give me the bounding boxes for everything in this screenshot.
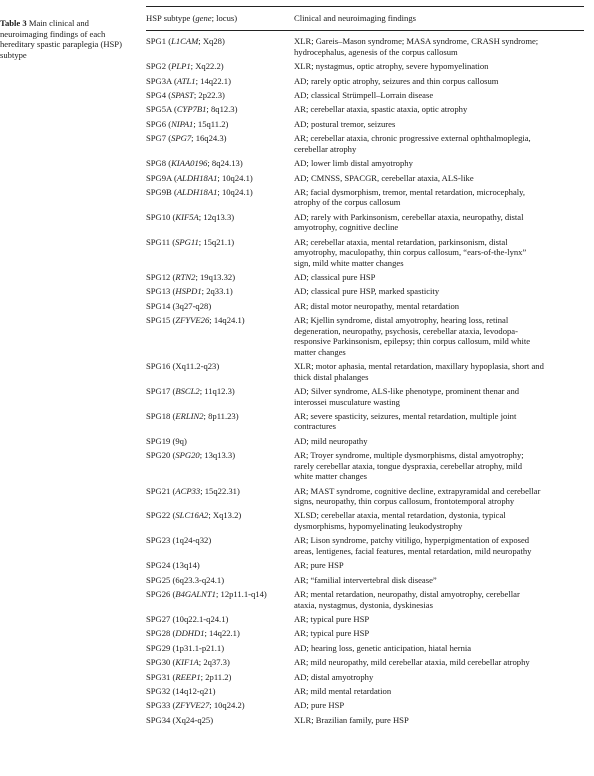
cell-findings bbox=[294, 614, 584, 625]
table-row bbox=[146, 450, 584, 482]
cell-findings bbox=[294, 187, 584, 208]
table-row bbox=[146, 119, 584, 130]
cell-findings bbox=[294, 628, 584, 639]
cell-findings bbox=[294, 61, 584, 72]
findings-line: cerebellar atrophy bbox=[294, 143, 357, 154]
cell-subtype: SPG22 (SLC16A2; Xq13.2) bbox=[146, 510, 242, 521]
cell-findings bbox=[294, 411, 584, 432]
cell-findings bbox=[294, 237, 584, 269]
cell-subtype: SPG23 (1q24-q32) bbox=[146, 535, 212, 546]
cell-subtype: SPG26 (B4GALNT1; 12p11.1-q14) bbox=[146, 589, 267, 600]
table-row bbox=[146, 643, 584, 654]
findings-line: white matter changes bbox=[294, 471, 368, 482]
cell-findings bbox=[294, 36, 584, 57]
cell-subtype: SPG32 (14q12-q21) bbox=[146, 685, 216, 696]
cell-subtype: SPG6 (NIPA1; 15q11.2) bbox=[146, 118, 229, 129]
findings-line: matter changes bbox=[294, 346, 346, 357]
table-row bbox=[146, 686, 584, 697]
cell-subtype: SPG15 (ZFYVE26; 14q24.1) bbox=[146, 315, 245, 326]
findings-line: thick distal phalanges bbox=[294, 371, 369, 382]
cell-findings bbox=[294, 76, 584, 87]
findings-line: AD; pure HSP bbox=[294, 700, 345, 711]
cell-findings bbox=[294, 657, 584, 668]
findings-line: AR; MAST syndrome, cognitive decline, extrapyramidal and cerebellar bbox=[294, 485, 541, 496]
table-row bbox=[146, 672, 584, 683]
cell-subtype: SPG17 (BSCL2; 11q12.3) bbox=[146, 386, 235, 397]
cell-findings bbox=[294, 104, 584, 115]
findings-line: AR; cerebellar ataxia, mental retardation, parkinsonism, distal bbox=[294, 236, 508, 247]
cell-subtype: SPG18 (ERLIN2; 8p11.23) bbox=[146, 410, 239, 421]
findings-line: AR; Lison syndrome, patchy vitiligo, hyperpigmentation of exposed bbox=[294, 535, 530, 546]
table-row bbox=[146, 411, 584, 432]
table-body bbox=[146, 31, 584, 726]
table-row bbox=[146, 104, 584, 115]
findings-line: AD; classical pure HSP bbox=[294, 272, 376, 283]
findings-line: AD; classical Strümpell–Lorrain disease bbox=[294, 90, 434, 101]
findings-line: AD; mild neuropathy bbox=[294, 435, 368, 446]
findings-line: sign, mild white matter changes bbox=[294, 257, 404, 268]
table-row bbox=[146, 90, 584, 101]
findings-line: AR; typical pure HSP bbox=[294, 613, 370, 624]
cell-subtype: SPG29 (1p31.1-p21.1) bbox=[146, 642, 225, 653]
findings-line: contractures bbox=[294, 421, 336, 432]
findings-line: AD; rarely optic atrophy, seizures and thin corpus callosum bbox=[294, 75, 499, 86]
cell-subtype: SPG13 (HSPD1; 2q33.1) bbox=[146, 286, 233, 297]
findings-line: AR; mild neuropathy, mild cerebellar ataxia, mild cerebellar atrophy bbox=[294, 657, 530, 668]
table-row bbox=[146, 486, 584, 507]
header-findings: Clinical and neuroimaging findings bbox=[294, 13, 416, 23]
cell-findings bbox=[294, 119, 584, 130]
cell-subtype: SPG9A (ALDH18A1; 10q24.1) bbox=[146, 172, 253, 183]
cell-findings bbox=[294, 672, 584, 683]
cell-findings bbox=[294, 560, 584, 571]
cell-subtype: SPG27 (10q22.1-q24.1) bbox=[146, 613, 229, 624]
cell-findings bbox=[294, 575, 584, 586]
cell-findings bbox=[294, 315, 584, 357]
table-row bbox=[146, 187, 584, 208]
table-row bbox=[146, 628, 584, 639]
cell-subtype: SPG11 (SPG11; 15q21.1) bbox=[146, 236, 235, 247]
findings-line: AR; pure HSP bbox=[294, 560, 344, 571]
table-row bbox=[146, 315, 584, 357]
findings-line: hydrocephalus, agenesis of the corpus callosum bbox=[294, 46, 458, 57]
cell-subtype: SPG10 (KIF5A; 12q13.3) bbox=[146, 211, 235, 222]
table-header bbox=[146, 7, 584, 30]
cell-findings bbox=[294, 643, 584, 654]
findings-line: AD; lower limb distal amyotrophy bbox=[294, 158, 413, 169]
table-row bbox=[146, 301, 584, 312]
cell-subtype: SPG7 (SPG7; 16q24.3) bbox=[146, 133, 227, 144]
cell-subtype: SPG21 (ACP33; 15q22.31) bbox=[146, 485, 240, 496]
cell-findings bbox=[294, 272, 584, 283]
findings-line: AD; Silver syndrome, ALS-like phenotype, prominent thenar and bbox=[294, 386, 520, 397]
findings-line: AR; facial dysmorphism, tremor, mental retardation, microcephaly, bbox=[294, 186, 526, 197]
findings-line: AD; classical pure HSP, marked spasticity bbox=[294, 286, 440, 297]
table-row bbox=[146, 510, 584, 531]
cell-findings bbox=[294, 133, 584, 154]
cell-findings bbox=[294, 450, 584, 482]
cell-subtype: SPG25 (6q23.3-q24.1) bbox=[146, 574, 225, 585]
cell-subtype: SPG16 (Xq11.2-q23) bbox=[146, 361, 220, 372]
table-row bbox=[146, 158, 584, 169]
cell-subtype: SPG2 (PLP1; Xq22.2) bbox=[146, 61, 224, 72]
cell-findings bbox=[294, 212, 584, 233]
findings-line: XLR; nystagmus, optic atrophy, severe hypomyelination bbox=[294, 61, 489, 72]
hsp-table bbox=[146, 6, 584, 725]
findings-line: AD; hearing loss, genetic anticipation, hiatal hernia bbox=[294, 642, 472, 653]
findings-line: amyotrophy, cognitive decline bbox=[294, 222, 399, 233]
header-subtype: HSP subtype (gene; locus) bbox=[146, 13, 238, 23]
cell-findings bbox=[294, 535, 584, 556]
table-row bbox=[146, 436, 584, 447]
cell-subtype: SPG31 (REEP1; 2p11.2) bbox=[146, 671, 232, 682]
findings-line: AR; Kjellin syndrome, distal amyotrophy, hearing loss, retinal bbox=[294, 315, 509, 326]
findings-line: amyotrophy, maculopathy, thin corpus callosum, “ears-of-the-lynx” bbox=[294, 247, 527, 258]
cell-subtype: SPG20 (SPG20; 13q13.3) bbox=[146, 450, 236, 461]
findings-line: degeneration, neuropathy, psychosis, cerebellar ataxia, levodopa- bbox=[294, 325, 518, 336]
findings-line: signs, neuropathy, thin corpus callosum, frontotemporal atrophy bbox=[294, 496, 515, 507]
cell-findings bbox=[294, 589, 584, 610]
findings-line: rarely cerebellar ataxia, tongue dyspraxia, cerebellar atrophy, mild bbox=[294, 460, 523, 471]
findings-line: AR; severe spasticity, seizures, mental retardation, multiple joint bbox=[294, 410, 517, 421]
findings-line: AR; cerebellar ataxia, spastic ataxia, optic atrophy bbox=[294, 104, 468, 115]
findings-line: XLSD; cerebellar ataxia, mental retardation, dystonia, typical bbox=[294, 510, 506, 521]
cell-subtype: SPG8 (KIAA0196; 8q24.13) bbox=[146, 158, 243, 169]
findings-line: AR; distal motor neuropathy, mental retardation bbox=[294, 300, 460, 311]
findings-line: AR; Troyer syndrome, multiple dysmorphisms, distal amyotrophy; bbox=[294, 450, 524, 461]
cell-subtype: SPG34 (Xq24-q25) bbox=[146, 714, 214, 725]
table-row bbox=[146, 133, 584, 154]
cell-findings bbox=[294, 361, 584, 382]
findings-line: XLR; Gareis–Mason syndrome; MASA syndrome, CRASH syndrome; bbox=[294, 36, 539, 47]
findings-line: AR; mental retardation, neuropathy, distal amyotrophy, cerebellar bbox=[294, 589, 520, 600]
cell-subtype: SPG19 (9q) bbox=[146, 435, 187, 446]
cell-findings bbox=[294, 700, 584, 711]
findings-line: dysmorphisms, hypomyelinating leukodystrophy bbox=[294, 520, 463, 531]
table-row bbox=[146, 535, 584, 556]
cell-findings bbox=[294, 158, 584, 169]
cell-subtype: SPG28 (DDHD1; 14q22.1) bbox=[146, 628, 240, 639]
cell-subtype: SPG3A (ATL1; 14q22.1) bbox=[146, 75, 231, 86]
cell-subtype: SPG12 (RTN2; 19q13.32) bbox=[146, 272, 236, 283]
findings-line: AD; postural tremor, seizures bbox=[294, 118, 396, 129]
cell-subtype: SPG4 (SPAST; 2p22.3) bbox=[146, 90, 225, 101]
cell-findings bbox=[294, 90, 584, 101]
findings-line: AR; cerebellar ataxia, chronic progressive external ophthalmoplegia, bbox=[294, 133, 531, 144]
caption-text: Main clinical and neuroimaging findings of each hereditary spastic paraplegia (HSP) subtype bbox=[0, 18, 122, 60]
findings-line: XLR; motor aphasia, mental retardation, maxillary hypoplasia, short and bbox=[294, 361, 544, 372]
findings-line: XLR; Brazilian family, pure HSP bbox=[294, 714, 409, 725]
findings-line: AD; CMNSS, SPACGR, cerebellar ataxia, ALS-like bbox=[294, 172, 474, 183]
table-row bbox=[146, 272, 584, 283]
findings-line: AD; distal amyotrophy bbox=[294, 671, 374, 682]
table-row bbox=[146, 386, 584, 407]
table-row bbox=[146, 589, 584, 610]
cell-subtype: SPG30 (KIF1A; 2q37.3) bbox=[146, 657, 230, 668]
table-caption bbox=[0, 18, 128, 60]
cell-findings bbox=[294, 286, 584, 297]
cell-findings bbox=[294, 301, 584, 312]
caption-label: Table 3 bbox=[0, 18, 27, 28]
findings-line: atrophy of the corpus callosum bbox=[294, 197, 401, 208]
table-row bbox=[146, 715, 584, 726]
findings-line: responsive Parkinsonism, epilepsy; thin corpus callosum, mild white bbox=[294, 336, 531, 347]
cell-findings bbox=[294, 686, 584, 697]
cell-subtype: SPG9B (ALDH18A1; 10q24.1) bbox=[146, 186, 253, 197]
cell-subtype: SPG5A (CYP7B1; 8q12.3) bbox=[146, 104, 238, 115]
cell-findings bbox=[294, 486, 584, 507]
table-row bbox=[146, 560, 584, 571]
cell-subtype: SPG24 (13q14) bbox=[146, 560, 200, 571]
cell-findings bbox=[294, 436, 584, 447]
table-row bbox=[146, 286, 584, 297]
table-row bbox=[146, 361, 584, 382]
cell-findings bbox=[294, 173, 584, 184]
table-row bbox=[146, 36, 584, 57]
findings-line: ataxia, nystagmus, dystonia, dyskinesias bbox=[294, 599, 433, 610]
table-row bbox=[146, 237, 584, 269]
table-row bbox=[146, 614, 584, 625]
table-row bbox=[146, 657, 584, 668]
table-row bbox=[146, 173, 584, 184]
table-row bbox=[146, 61, 584, 72]
table-row bbox=[146, 76, 584, 87]
cell-findings bbox=[294, 715, 584, 726]
cell-findings bbox=[294, 510, 584, 531]
findings-line: AR; typical pure HSP bbox=[294, 628, 370, 639]
findings-line: AR; “familial intervertebral disk disease” bbox=[294, 574, 437, 585]
cell-subtype: SPG14 (3q27-q28) bbox=[146, 300, 212, 311]
findings-line: AR; mild mental retardation bbox=[294, 685, 392, 696]
table-row bbox=[146, 212, 584, 233]
cell-findings bbox=[294, 386, 584, 407]
findings-line: areas, lentigenes, facial features, mental retardation, mild neuropathy bbox=[294, 545, 532, 556]
cell-subtype: SPG33 (ZFYVE27; 10q24.2) bbox=[146, 700, 245, 711]
cell-subtype: SPG1 (L1CAM; Xq28) bbox=[146, 36, 225, 47]
findings-line: AD; rarely with Parkinsonism, cerebellar ataxia, neuropathy, distal bbox=[294, 211, 524, 222]
findings-line: interossei musculature wasting bbox=[294, 396, 400, 407]
table-row bbox=[146, 575, 584, 586]
table-row bbox=[146, 700, 584, 711]
